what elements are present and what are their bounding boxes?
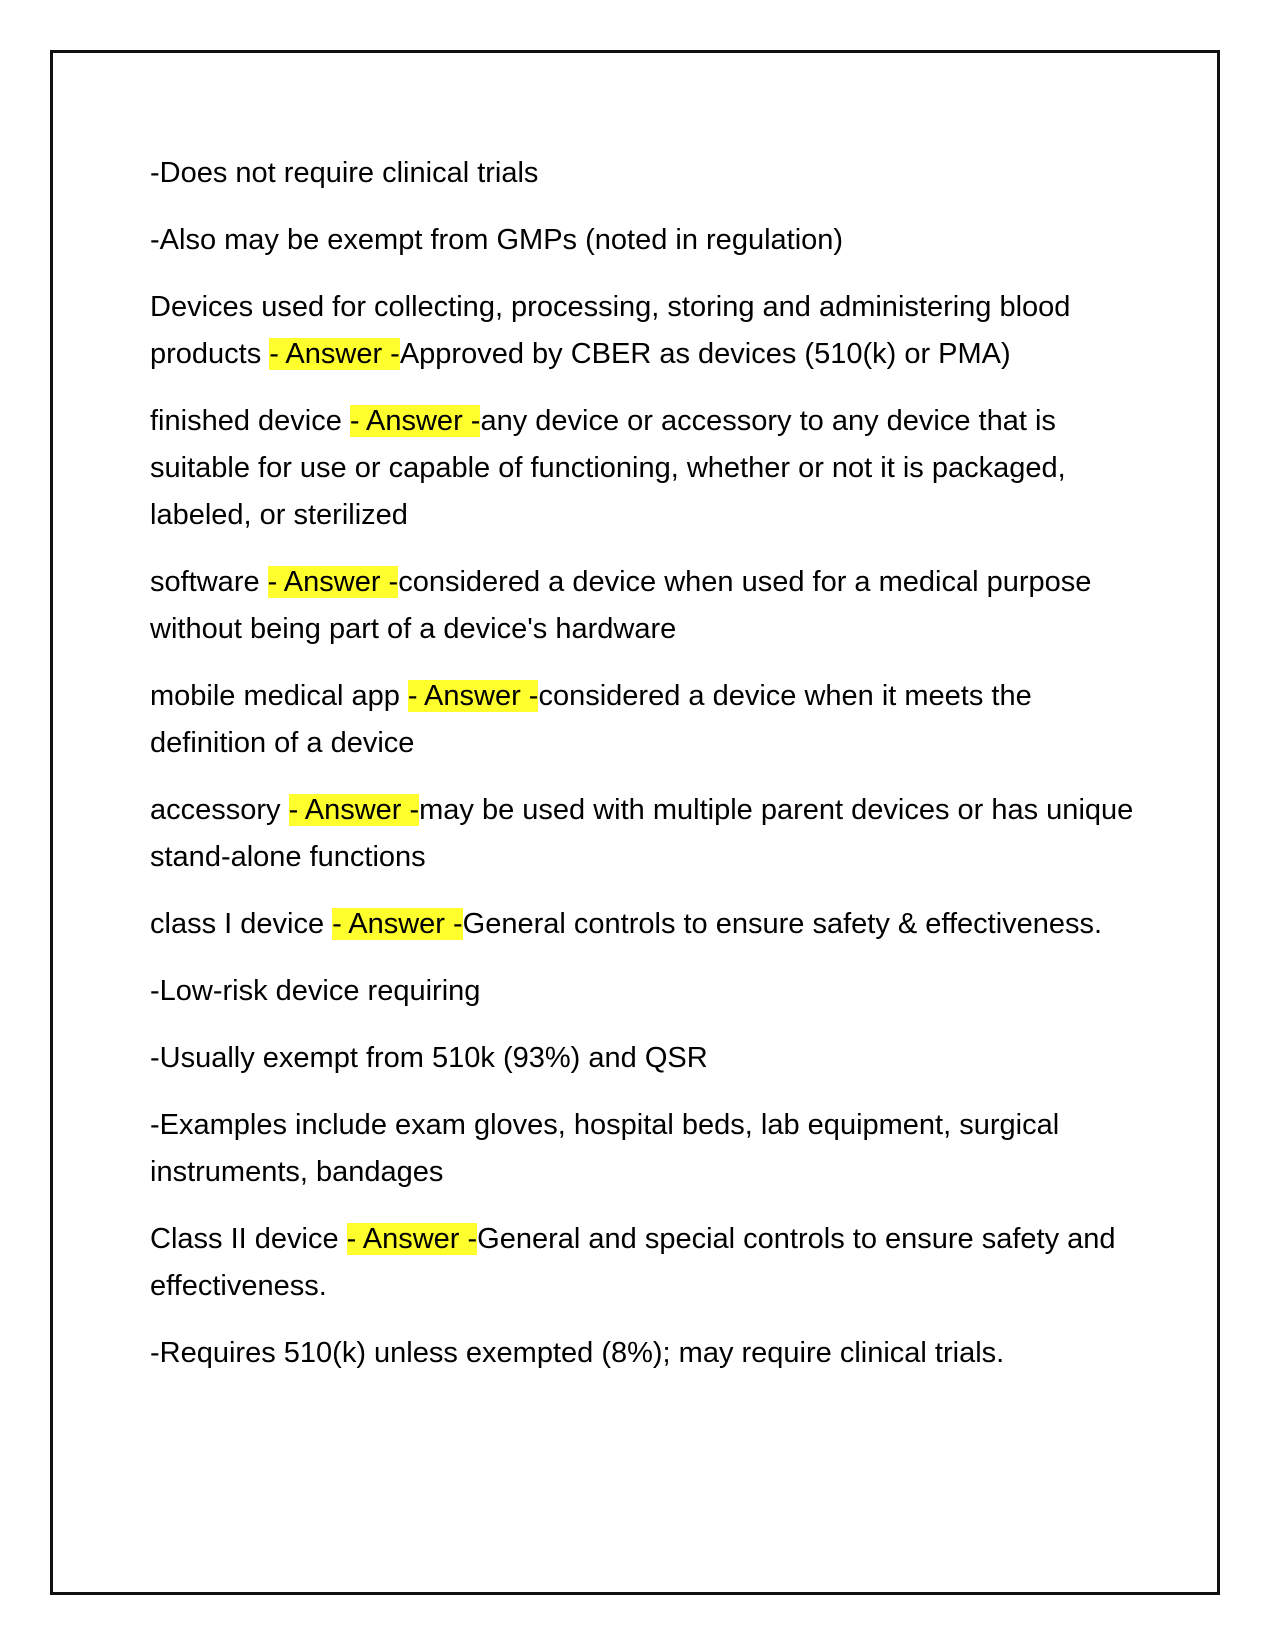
- qa-entry: [150, 901, 1140, 948]
- answer-marker: - Answer -: [267, 566, 399, 598]
- text-line: -Examples include exam gloves, hospital beds, lab equipment, surgical instruments, bandages: [150, 1109, 1060, 1188]
- answer-marker: - Answer -: [288, 794, 420, 826]
- qa-answer: General and special controls to ensure safety and effectiveness.: [150, 1223, 1116, 1302]
- qa-entry: [150, 398, 1140, 539]
- text-line: -Requires 510(k) unless exempted (8%); may require clinical trials.: [150, 1337, 1005, 1369]
- text-line: -Usually exempt from 510k (93%) and QSR: [150, 1042, 708, 1074]
- answer-marker: - Answer -: [269, 338, 400, 370]
- qa-entry: [150, 1216, 1140, 1310]
- qa-answer: considered a device when it meets the definition of a device: [150, 680, 1032, 759]
- qa-term: Class II device: [150, 1223, 347, 1255]
- answer-marker: - Answer -: [349, 405, 481, 437]
- qa-term: mobile medical app: [150, 680, 408, 712]
- qa-answer: may be used with multiple parent devices or has unique stand-alone functions: [150, 794, 1134, 873]
- document-body: [150, 150, 1140, 1397]
- qa-term: finished device: [150, 405, 350, 437]
- qa-entry: [150, 284, 1140, 378]
- answer-marker: - Answer -: [407, 680, 539, 712]
- qa-answer: any device or accessory to any device that is suitable for use or capable of functioning, whether or not it is packaged, labeled, or sterilized: [150, 405, 1066, 531]
- qa-answer: considered a device when used for a medical purpose without being part of a device's hardware: [150, 566, 1092, 645]
- qa-entry: [150, 787, 1140, 881]
- text-line: -Also may be exempt from GMPs (noted in regulation): [150, 224, 844, 256]
- text-line: -Low-risk device requiring: [150, 975, 481, 1007]
- qa-term: class I device: [150, 908, 333, 940]
- answer-marker: - Answer -: [346, 1223, 478, 1255]
- qa-entry: [150, 559, 1140, 653]
- qa-answer: General controls to ensure safety & effectiveness.: [462, 908, 1103, 940]
- text-line: -Does not require clinical trials: [150, 157, 539, 189]
- qa-term: accessory: [150, 794, 289, 826]
- qa-term: software: [150, 566, 268, 598]
- answer-marker: - Answer -: [332, 908, 463, 940]
- qa-term: Devices used for collecting, processing, storing and administering blood products: [150, 291, 1071, 370]
- qa-answer: Approved by CBER as devices (510(k) or PMA): [399, 338, 1011, 370]
- qa-entry: [150, 673, 1140, 767]
